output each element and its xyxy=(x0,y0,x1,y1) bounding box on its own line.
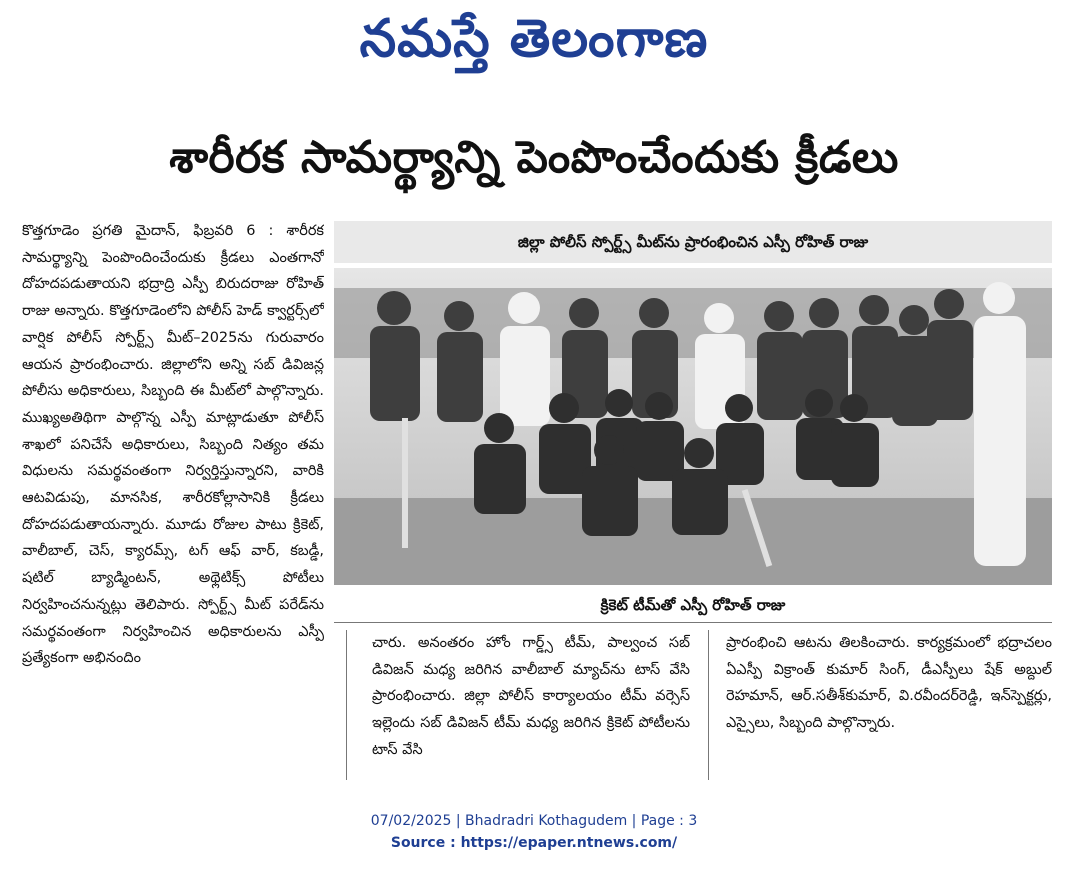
article-text-col3: ప్రారంభించి ఆటను తిలకించారు. కార్యక్రమంలో భద్రాచలం ఏఎస్పీ విక్రాంత్ కుమార్ సింగ్, డీఎస్పీలు షేక్ అబ్దుల్ రెహమాన్, ఆర్.సతీశ్‌కుమార్, వి.రవీందర్‌రెడ్డి, ఇన్‌స్పెక్టర్లు, ఎస్సైలు, సిబ్బంది పాల్గొన్నారు. xyxy=(726,635,1052,732)
column-divider xyxy=(346,630,347,780)
article-text-col2: చారు. అనంతరం హోం గార్డ్స్ టీమ్, పాల్వంచ సబ్ డివిజన్ మధ్య జరిగిన వాలీబాల్ మ్యాచ్‌ను టాస్ వేసి ప్రారంభించారు. జిల్లా పోలీస్ కార్యాలయం టీమ్ వర్సెస్ ఇల్లెందు సబ్ డివిజన్ టీమ్ మధ్య జరిగిన క్రికెట్ పోటీలను టాస్ వేసి xyxy=(372,635,690,758)
article-column-3 xyxy=(726,630,1052,780)
article-column-1 xyxy=(22,218,324,778)
photo-bottom-caption: క్రికెట్ టీమ్‌తో ఎస్పీ రోహిత్ రాజు xyxy=(600,596,786,614)
masthead-logo: నమస్తే తెలంగాణ xyxy=(359,8,709,69)
photo-divider xyxy=(334,622,1052,623)
article-headline: శారీరక సామర్థ్యాన్ని పెంపొంచేందుకు క్రీడలు xyxy=(169,132,899,183)
page-footer xyxy=(0,810,1068,854)
cricket-team-photo xyxy=(334,268,1052,585)
column-divider xyxy=(708,630,709,780)
photo-top-caption: జిల్లా పోలీస్ స్పోర్ట్స్ మీట్‌ను ప్రారంభించిన ఎస్పీ రోహిత్ రాజు xyxy=(334,221,1052,263)
footer-source: Source : https://epaper.ntnews.com/ xyxy=(390,835,678,851)
article-text-col1: కొత్తగూడెం ప్రగతి మైదాన్, ఫిబ్రవరి 6 : శారీరక సామర్థ్యాన్ని పెంపొందించేందుకు క్రీడలు ఎంతగానో దోహదపడుతాయని భద్రాద్రి ఎస్పీ బిరుదరాజు రోహిత్ రాజు అన్నారు. కొత్తగూడెంలోని పోలీస్ హెడ్ క్వార్టర్స్‌లో వార్షిక పోలీస్ స్పోర్ట్స్ మీట్–2025ను గురువారం ఆయన ప్రారంభించారు. జిల్లాలోని అన్ని సబ్ డివిజన్ల పోలీసు అధికారులు, సిబ్బంది ఈ మీట్‌లో పాల్గొన్నారు. ముఖ్యఅతిథిగా పాల్గొన్న ఎస్పీ మాట్లాడుతూ పోలీస్ శాఖలో పనిచేసే అధికారులు, సిబ్బంది నిత్యం తమ విధులను సమర్థవంతంగా నిర్వర్తిస్తున్నారని, వారికి ఆటవిడుపు, మానసిక, శారీరకోల్లాసానికి క్రీడలు దోహదపడుతాయన్నారు. మూడు రోజుల పాటు క్రికెట్, వాలీబాల్, చెస్, క్యారమ్స్, టగ్ ఆఫ్ వార్, కబడ్డీ, షటిల్ బ్యాడ్మింటన్, అథ్లెటిక్స్ పోటీలు నిర్వహించనున్నట్లు తెలిపారు. స్పోర్ట్స్ మీట్ పరేడ్‌ను సమర్థవంతంగా నిర్వహించిన అధికారులను ఎస్పీ ప్రత్యేకంగా అభినందిం xyxy=(22,223,324,667)
footer-date-page: 07/02/2025 | Bhadradri Kothagudem | Page : 3 xyxy=(370,813,698,829)
article-column-2 xyxy=(372,630,690,780)
